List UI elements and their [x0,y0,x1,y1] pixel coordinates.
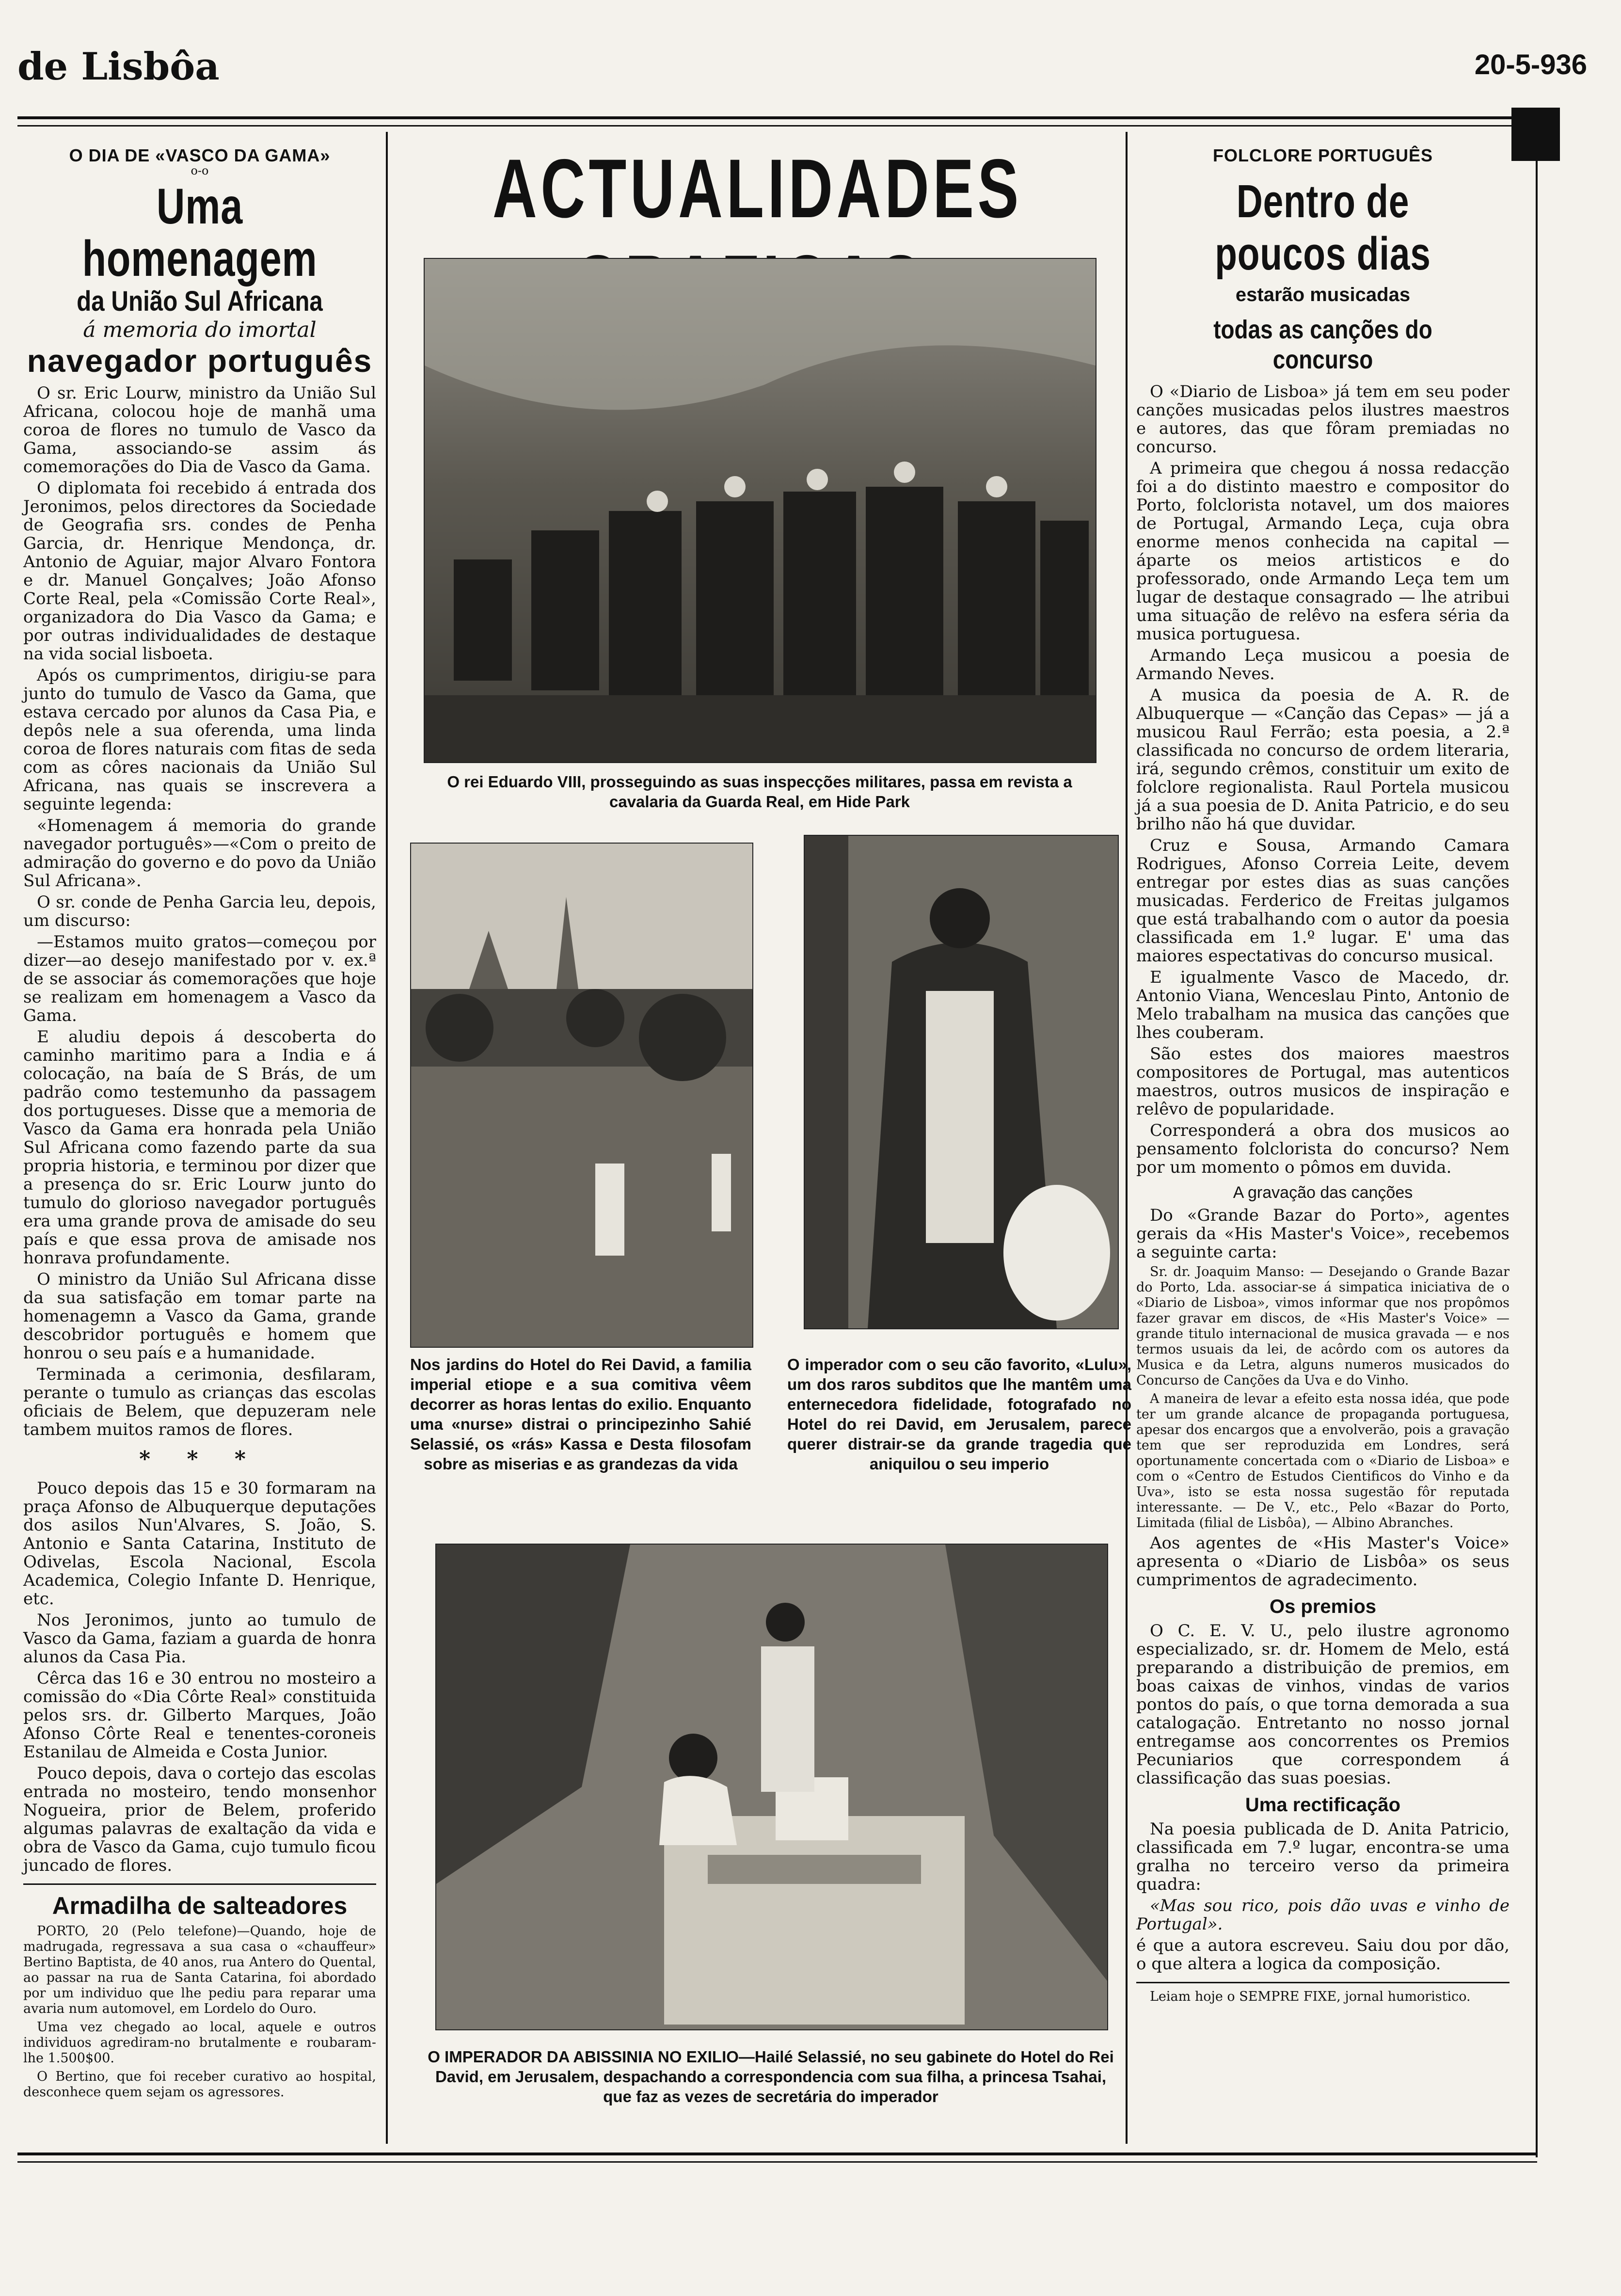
article-paragraph: Após os cumprimentos, dirigiu-se para junto do tumulo de Vasco da Gama, que estava cercado por alunos da Casa Pia, e depôs nele a sua oferenda, uma linda coroa de flores naturais com fitas de seda com as côres nacionais da União Sul Africana, nas quais se inscrevera a seguinte legenda: [23,666,376,814]
article-paragraph: Uma vez chegado ao local, aquele e outros individuos agrediram-no brutalmente e roubaram-lhe 1.500$00. [23,2020,376,2066]
caption-gardens: Nos jardins do Hotel do Rei David, a familia imperial etiope e a sua comitiva vêem decorrer as horas lentas do exilio. Enquanto uma «nurse» distrai o principezinho Sahié Selassié, os «rás» Kassa e Desta filosofam sobre as miserias e as grandezas da vida [410,1355,751,1473]
masthead-title: de Lisbôa [17,45,220,89]
article-paragraph: São estes dos maiores maestros compositores de Portugal, mas autenticos maestros, outros musicos de inspiração e relêvo de popularidade. [1136,1044,1510,1119]
bottom-rule-2 [17,2161,1537,2163]
article-paragraph: Pouco depois, dava o cortejo das escolas entrada no mosteiro, tendo monsenhor Nogueira, prior de Belem, proferido algumas palavras de exaltação da vida e obra de Vasco da Gama, cujo tumulo ficou juncado de flores. [23,1764,376,1875]
masthead-date: 20-5-936 [1474,49,1587,80]
article-paragraph: Corresponderá a obra dos musicos ao pensamento folclorista do concurso? Nem por um momento o pômos em duvida. [1136,1121,1510,1177]
photo-cavalry-review [424,258,1097,763]
article-paragraph: Terminada a cerimonia, desfilaram, perante o tumulo as crianças das escolas oficiais de Belem, que depuzeram nele tambem muitos ramos de flores. [23,1365,376,1439]
article-paragraph: Na poesia publicada de D. Anita Patricio, classificada em 7.º lugar, encontra-se uma gralha no terceiro verso da primeira quadra: [1136,1819,1510,1894]
article-paragraph: O sr. Eric Lourw, ministro da União Sul Africana, colocou hoje de manhã uma coroa de flores no tumulo de Vasco da Gama, associando-se assim ás comemorações do Dia de Vasco da Gama. [23,383,376,477]
right-subhead-1: estarão musicadas [1235,284,1411,305]
left-subhead-2: á memoria do imortal [83,318,317,342]
bottom-rule [17,2152,1537,2155]
right-edge-rule [1536,160,1538,2157]
article-paragraph: —Estamos muito gratos—começou por dizer—ao desejo manifestado por v. ex.ª de se associar ás comemorações que hoje se realizam em homenagem a Vasco da Gama. [23,932,376,1025]
article-paragraph: A musica da poesia de A. R. de Albuquerque — «Canção das Cepas» — já a musicou Raul Ferrão; esta poesia, a 2.ª classificada no concurso de ordem literaria, irá, segundo crêmos, constituir um exito de folclore regionalista. Raul Portela musicou já a sua poesia de D. Anita Patricio, e do seu brilho não há que duvidar. [1136,686,1510,834]
footer-divider [1136,1982,1510,1983]
article-paragraph: Aos agentes de «His Master's Voice» apresenta o «Diario de Lisbôa» os seus cumprimentos de agradecimento. [1136,1533,1510,1590]
left-column [23,145,376,2103]
footer-note: Leiam hoje o SEMPRE FIXE, jornal humoristico. [1150,1989,1471,2004]
right-subhead-2: todas as canções do concurso [1213,315,1432,374]
right-headline: Dentro de poucos dias [1215,175,1431,280]
left-kicker: O DIA DE «VASCO DA GAMA» [69,145,331,165]
article-paragraph: O C. E. V. U., pelo ilustre agronomo especializado, sr. dr. Homem de Melo, está preparando a distribuição de premios, em boas caixas de vinhos, vindas de varios pontos do país, o que torna demorada a sua catalogação. Entretanto no nosso jornal entregamse aos concorrentes os Premios Pecuniarios que correspondem á classificação das suas poesias. [1136,1621,1510,1788]
article-paragraph: PORTO, 20 (Pelo telefone)—Quando, hoje de madrugada, regressava a sua casa o «chauffeur» Bertino Baptista, de 40 anos, rua Antero do Quental, ao passar na rua de Santa Catarina, foi abordado por um individuo que lhe pediu para reparar uma avaria num automovel, em Lordelo do Ouro. [23,1924,376,2016]
right-column-rule [1126,132,1128,2144]
photo-emperor-dog-image [805,836,1118,1328]
left-ornament: o-o [191,164,209,177]
subhead-gravacao: A gravação das canções [1233,1183,1413,1202]
article-paragraph: E igualmente Vasco de Macedo, dr. Antonio Viana, Wenceslau Pinto, Antonio de Melo trabalham na musica das canções que lhes couberam. [1136,968,1510,1042]
left-subhead-3: navegador português [27,343,373,379]
photo-emperor-office [435,1544,1108,2030]
left-headline: Uma homenagem [82,178,318,287]
left-column-rule [386,132,388,2144]
article-paragraph: O «Diario de Lisboa» já tem em seu poder canções musicadas pelos ilustres maestros e autores, das que fôram premiadas no concurso. [1136,382,1510,457]
article-paragraph: «Homenagem á memoria do grande navegador português»—«Com o preito de admiração do governo e do povo da União Sul Africana». [23,816,376,891]
article-paragraph: Cêrca das 16 e 30 entrou no mosteiro a comissão do «Dia Côrte Real» constituida pelos srs. dr. Gilberto Marques, João Afonso Côrte Real e tenentes-coroneis Estanilau de Almeida e Costa Junior. [23,1669,376,1762]
article-paragraph: Do «Grande Bazar do Porto», agentes gerais da «His Master's Voice», recebemos a seguinte carta: [1136,1206,1510,1262]
corner-block [1511,108,1560,161]
article-paragraph: Pouco depois das 15 e 30 formaram na praça Afonso de Albuquerque deputações dos asilos Nun'Alvares, S. João, S. Antonio e Santa Catarina, Instituto de Odivelas, Escola Nacional, Escola Academica, Colegio Infante D. Henrique, etc. [23,1479,376,1609]
photo-emperor-dog [804,835,1119,1329]
photo-office-image [436,1545,1107,2029]
photo-hotel-gardens [410,843,753,1348]
subhead-rectificacao: Uma rectificação [1245,1794,1401,1816]
subhead-premios: Os premios [1269,1596,1377,1617]
top-rule [17,116,1532,119]
center-title: ACTUALIDADES [492,142,1022,235]
letter-paragraph: A maneira de levar a efeito esta nossa idéa, que pode ter um grande alcance de propaganda portuguesa, apesar dos encargos que a envolverão, pois a gravação tem que ser reproduzida em Londres, será oportunamente concertada com o «Diario de Lisboa» e com o «Centro de Estudos Cientificos do Vinho e da Uva», isto se esta nossa sugestão fôr reputada interessante. — De V., etc., Pelo «Bazar do Porto, Limitada (filial de Lisbôa), — Albino Abranches. [1136,1391,1510,1531]
right-kicker: FOLCLORE PORTUGUÊS [1212,145,1433,165]
photo-gardens-image [411,844,752,1347]
article-paragraph: Nos Jeronimos, junto ao tumulo de Vasco da Gama, faziam a guarda de honra alunos da Casa Pia. [23,1610,376,1667]
photo-cavalry-image [425,259,1096,762]
letter-paragraph: Sr. dr. Joaquim Manso: — Desejando o Grande Bazar do Porto, Lda. associar-se á simpatica iniciativa de o «Diario de Lisboa», vimos informar que nos propômos fazer gravar em discos, de «His Master's Voice» — grande titulo internacional de musica gravada — e nos termos usuais da lei, de acôrdo com os autores da Musica e da Letra, alguns numeros musicados do Concurso de Canções da Uva e do Vinho. [1136,1264,1510,1388]
caption-cavalry: O rei Eduardo VIII, prosseguindo as suas inspecções militares, passa em revista a cavalaria da Guarda Real, em Hide Park [447,773,1072,811]
article-paragraph: O Bertino, que foi receber curativo ao hospital, desconhece quem sejam os agressores. [23,2069,376,2100]
article-paragraph: Armando Leça musicou a poesia de Armando Neves. [1136,646,1510,684]
top-rule-2 [17,125,1532,127]
caption-emperor-office: O IMPERADOR DA ABISSINIA NO EXILIO—Hailé Selassié, no seu gabinete do Hotel do Rei David, em Jerusalem, despachando a correspondencia com sua filha, a princesa Tsahai, que faz as vezes de secretária do imperador [428,2048,1114,2105]
article-paragraph: Cruz e Sousa, Armando Camara Rodrigues, Afonso Correia Leite, devem entregar por estes dias as suas canções musicadas. Ferderico de Freitas julgamos que está trabalhando com o autor da poesia classificada em 1.º lugar. E' uma das maiores espectativas do concurso musical. [1136,836,1510,966]
left-subhead-1: da União Sul Africana [77,286,323,317]
caption-emperor-dog: O imperador com o seu cão favorito, «Lulu», um dos raros subditos que lhe mantêm uma enternecedora fidelidade, fotografado no Hotel do rei David, em Jerusalem, parece querer distrair-se da grande tragedia que aniquilou o seu imperio [787,1355,1131,1473]
article-paragraph: A primeira que chegou á nossa redacção foi a do distinto maestro e compositor do Porto, folclorista notavel, um dos maiores de Portugal, Armando Leça, cuja obra enorme menos conhecida na capital — áparte os meios artisticos e do professorado, onde Armando Leça tem um lugar de destaque consagrado — lhe atribui uma situação de relêvo na esfera séria da musica portuguesa. [1136,459,1510,644]
article-paragraph: E aludiu depois á descoberta do caminho maritimo para a India e á colocação, na baía de S Brás, de um padrão como testemunho da passagem dos portugueses. Disse que a memoria de Vasco da Gama era honrada pela União Sul Africana como fazendo parte da sua propria historia, e terminou por dizer que a presença do sr. Eric Lourw junto do tumulo do glorioso navegador português era uma grande prova de amisade do seu país e que essa prova de amisade nos honrava profundamente. [23,1027,376,1268]
article-paragraph: é que a autora escreveu. Saiu dou por dão, o que altera a logica da composição. [1136,1936,1510,1974]
article-paragraph: O sr. conde de Penha Garcia leu, depois, um discurso: [23,893,376,930]
verse-quote: «Mas sou rico, pois dão uvas e vinho de Portugal». [1136,1896,1510,1934]
right-column [1136,145,1510,2008]
story-divider [23,1883,376,1885]
article-paragraph: O ministro da União Sul Africana disse da sua satisfação em tomar parte na homenagemn a Vasco da Gama, grande descobridor português e homem que honrou o seu país e a humanidade. [23,1270,376,1363]
section-stars: * * * [139,1447,260,1471]
article-paragraph: O diplomata foi recebido á entrada dos Jeronimos, pelos directores da Sociedade de Geografia srs. condes de Penha Garcia, dr. Henrique Mendonça, dr. Antonio de Aguiar, major Alvaro Fontora e dr. Manuel Gonçalves; João Afonso Corte Real, pela «Comissão Corte Real», organizadora do Dia Vasco da Gama; e por outras individualidades de destaque na vida social lisboeta. [23,478,376,664]
story2-headline: Armadilha de salteadores [52,1892,348,1919]
